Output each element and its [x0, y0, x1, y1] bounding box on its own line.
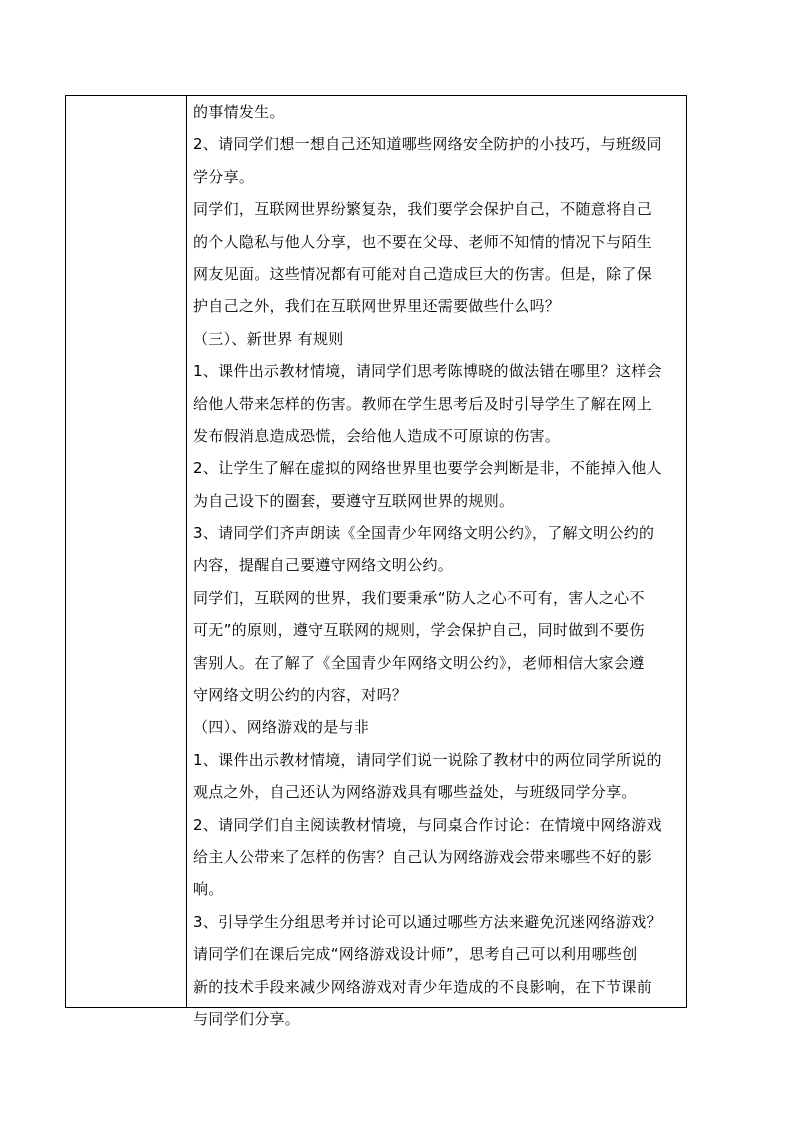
- text-line: 响。: [193, 880, 224, 899]
- text-line: 护自己之外，我们在互联网世界里还需要做些什么吗？: [193, 297, 561, 316]
- text-line: 给主人公带来了怎样的伤害？自己认为网络游戏会带来哪些不好的影: [193, 847, 653, 866]
- lesson-table: [65, 95, 687, 1028]
- text-line: 新的技术手段来减少网络游戏对青少年造成的不良影响，在下节课前: [193, 977, 653, 996]
- text-line: 1、课件出示教材情境，请同学们思考陈博晓的做法错在哪里？这样会: [193, 362, 662, 381]
- text-line: 3、请同学们齐声朗读《全国青少年网络文明公约》，了解文明公约的: [193, 524, 655, 543]
- text-line: 网友见面。这些情况都有可能对自己造成巨大的伤害。但是，除了保: [193, 264, 653, 283]
- text-line: 可无”的原则，遵守互联网的规则，学会保护自己，同时做到不要伤: [193, 621, 645, 640]
- text-line: 发布假消息造成恐慌，会给他人造成不可原谅的伤害。: [193, 426, 561, 445]
- text-line: 为自己设下的圈套，要遵守互联网世界的规则。: [193, 491, 515, 510]
- left-cell: [66, 96, 187, 1007]
- text-line: （三）、新世界 有规则: [193, 329, 344, 348]
- text-line: 的个人隐私与他人分享，也不要在父母、老师不知情的情况下与陌生: [193, 232, 653, 251]
- right-cell: [187, 96, 686, 1028]
- text-line: 与同学们分享。: [193, 1009, 301, 1028]
- text-line: 给他人带来怎样的伤害。教师在学生思考后及时引导学生了解在网上: [193, 394, 653, 413]
- text-line: 3、引导学生分组思考并讨论可以通过哪些方法来避免沉迷网络游戏？: [193, 912, 662, 931]
- content-lines: [193, 96, 682, 1035]
- text-line: 请同学们在课后完成“网络游戏设计师”，思考自己可以利用哪些创: [193, 945, 638, 964]
- text-line: 2、请同学们自主阅读教材情境，与同桌合作讨论：在情境中网络游戏: [193, 815, 662, 834]
- text-line: 的事情发生。: [193, 103, 285, 121]
- text-line: 观点之外，自己还认为网络游戏具有哪些益处，与班级同学分享。: [193, 783, 637, 802]
- text-line: 内容，提醒自己要遵守网络文明公约。: [193, 556, 454, 575]
- text-line: 同学们，互联网世界纷繁复杂，我们要学会保护自己，不随意将自己: [193, 200, 653, 219]
- text-line: 2、让学生了解在虚拟的网络世界里也要学会判断是非，不能掉入他人: [193, 459, 662, 478]
- text-line: （四）、网络游戏的是与非: [193, 718, 370, 737]
- text-line: 2、请同学们想一想自己还知道哪些网络安全防护的小技巧，与班级同: [193, 135, 662, 154]
- text-line: 害别人。在了解了《全国青少年网络文明公约》，老师相信大家会遵: [193, 653, 645, 672]
- text-line: 守网络文明公约的内容，对吗？: [193, 686, 408, 705]
- text-line: 同学们，互联网的世界，我们要秉承“防人之心不可有，害人之心不: [193, 588, 645, 607]
- text-line: 学分享。: [193, 167, 255, 186]
- text-line: 1、课件出示教材情境，请同学们说一说除了教材中的两位同学所说的: [193, 750, 662, 769]
